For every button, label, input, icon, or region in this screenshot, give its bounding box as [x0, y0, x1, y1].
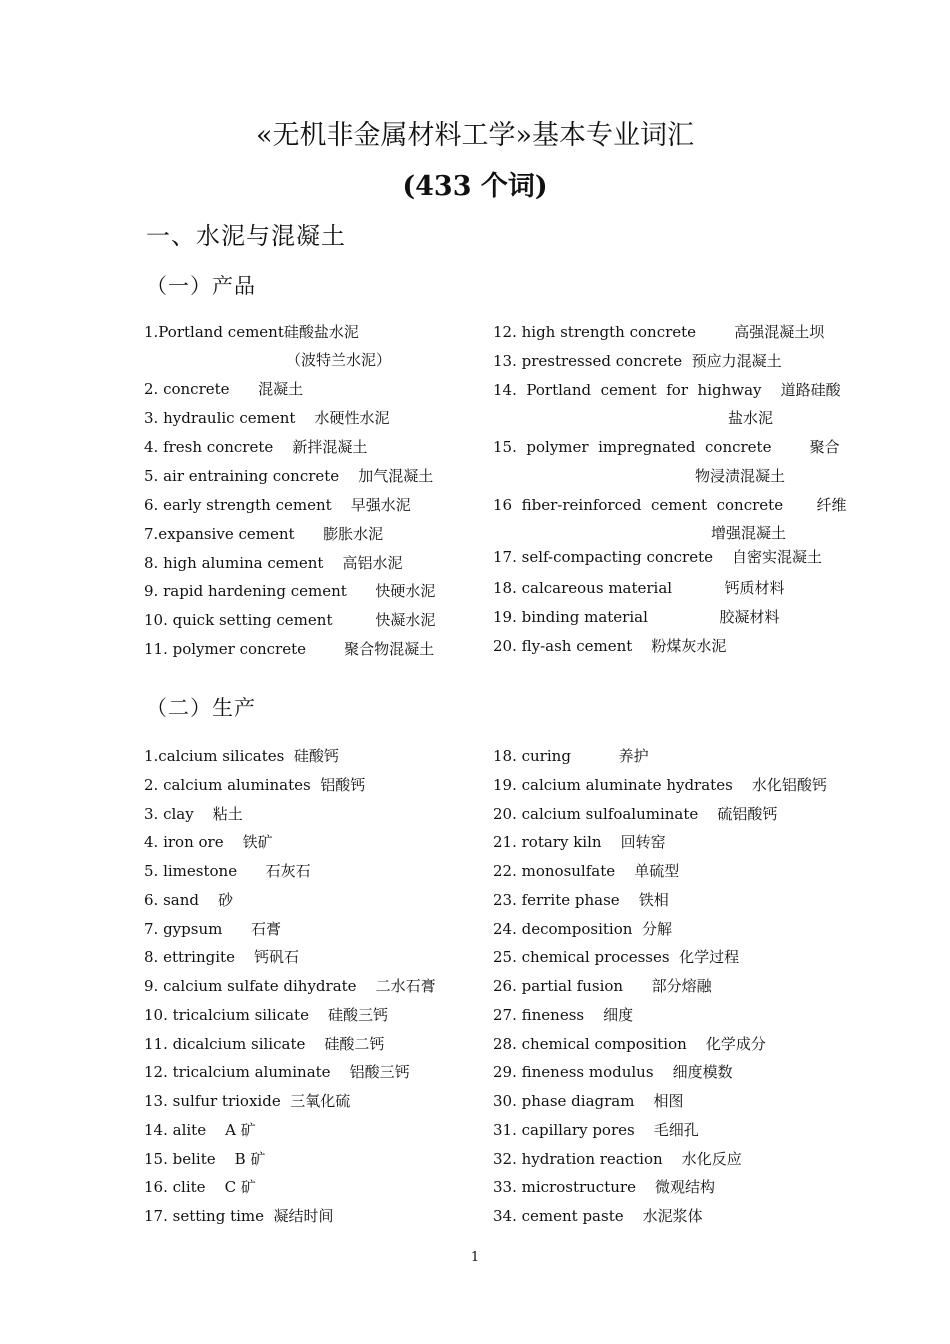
list-item: 34. cement paste 水泥浆体 — [493, 1207, 703, 1225]
list-item: 30. phase diagram 相图 — [493, 1092, 684, 1110]
list-item: 29. fineness modulus 细度模数 — [493, 1063, 733, 1081]
list-item: 16 fiber-reinforced cement concrete 纤维 — [493, 496, 847, 514]
production-right-column — [493, 746, 827, 1236]
list-item: 2. calcium aluminates 铝酸钙 — [144, 776, 366, 794]
products-left-column — [144, 322, 484, 667]
list-item: 12. tricalcium aluminate 铝酸三钙 — [144, 1063, 410, 1081]
list-item: 17. setting time 凝结时间 — [144, 1207, 334, 1225]
list-item: 8. ettringite 钙矾石 — [144, 948, 300, 966]
list-item: 20. calcium sulfoaluminate 硫铝酸钙 — [493, 805, 778, 823]
list-item: 9. calcium sulfate dihydrate 二水石膏 — [144, 977, 436, 995]
list-item: 1.Portland cement硅酸盐水泥 — [144, 323, 359, 341]
section-heading: 一、水泥与混凝土 — [146, 222, 346, 250]
subsection-heading-products: （一）产品 — [146, 274, 256, 298]
list-item: 2. concrete 混凝土 — [144, 380, 304, 398]
list-item: 10. tricalcium silicate 硅酸三钙 — [144, 1006, 389, 1024]
list-item: 32. hydration reaction 水化反应 — [493, 1150, 742, 1168]
list-item: 13. prestressed concrete 预应力混凝土 — [493, 352, 782, 370]
list-item: 3. hydraulic cement 水硬性水泥 — [144, 409, 390, 427]
list-item: 6. early strength cement 早强水泥 — [144, 496, 411, 514]
list-item: 18. curing 养护 — [493, 747, 649, 765]
list-item: 27. fineness 细度 — [493, 1006, 634, 1024]
list-item: 14. Portland cement for highway 道路硅酸 — [493, 381, 841, 399]
list-item: 12. high strength concrete 高强混凝土坝 — [493, 323, 825, 341]
list-item: 14. alite A 矿 — [144, 1121, 256, 1139]
list-item: 6. sand 砂 — [144, 891, 234, 909]
production-left-column — [144, 746, 484, 1236]
list-item-continuation: （波特兰水泥） — [286, 351, 392, 369]
list-item: 9. rapid hardening cement 快硬水泥 — [144, 582, 436, 600]
list-item: 1.calcium silicates 硅酸钙 — [144, 747, 339, 765]
list-item: 5. air entraining concrete 加气混凝土 — [144, 467, 434, 485]
list-item-continuation: 增强混凝土 — [711, 524, 787, 542]
list-item: 19. calcium aluminate hydrates 水化铝酸钙 — [493, 776, 827, 794]
list-item: 15. polymer impregnated concrete 聚合 — [493, 438, 840, 456]
list-item: 4. fresh concrete 新拌混凝土 — [144, 438, 368, 456]
products-right-column — [493, 322, 847, 667]
list-item: 10. quick setting cement 快凝水泥 — [144, 611, 436, 629]
list-item: 19. binding material 胶凝材料 — [493, 608, 780, 626]
list-item: 31. capillary pores 毛细孔 — [493, 1121, 699, 1139]
list-item: 26. partial fusion 部分熔融 — [493, 977, 712, 995]
list-item: 21. rotary kiln 回转窑 — [493, 833, 666, 851]
list-item: 5. limestone 石灰石 — [144, 862, 311, 880]
list-item: 33. microstructure 微观结构 — [493, 1178, 716, 1196]
list-item: 4. iron ore 铁矿 — [144, 833, 273, 851]
document-title: «无机非金属材料工学»基本专业词汇 — [255, 120, 695, 151]
list-item: 11. dicalcium silicate 硅酸二钙 — [144, 1035, 385, 1053]
list-item: 18. calcareous material 钙质材料 — [493, 579, 785, 597]
list-item: 7. gypsum 石膏 — [144, 920, 281, 938]
list-item: 7.expansive cement 膨胀水泥 — [144, 525, 384, 543]
list-item: 13. sulfur trioxide 三氧化硫 — [144, 1092, 351, 1110]
list-item: 3. clay 粘土 — [144, 805, 243, 823]
list-item: 24. decomposition 分解 — [493, 920, 672, 938]
list-item: 23. ferrite phase 铁相 — [493, 891, 669, 909]
document-subtitle: (433 个词) — [402, 171, 548, 202]
list-item: 25. chemical processes 化学过程 — [493, 948, 740, 966]
list-item: 16. clite C 矿 — [144, 1178, 256, 1196]
list-item: 11. polymer concrete 聚合物混凝土 — [144, 640, 435, 658]
list-item-continuation: 盐水泥 — [728, 409, 774, 427]
list-item: 15. belite B 矿 — [144, 1150, 266, 1168]
list-item: 17. self-compacting concrete 自密实混凝土 — [493, 548, 823, 566]
list-item: 22. monosulfate 单硫型 — [493, 862, 680, 880]
page-number: 1 — [470, 1250, 480, 1265]
subsection-heading-production: （二）生产 — [146, 696, 256, 720]
list-item: 28. chemical composition 化学成分 — [493, 1035, 766, 1053]
list-item-continuation: 物浸渍混凝土 — [695, 467, 786, 485]
list-item: 8. high alumina cement 高铝水泥 — [144, 554, 403, 572]
list-item: 20. fly-ash cement 粉煤灰水泥 — [493, 637, 727, 655]
